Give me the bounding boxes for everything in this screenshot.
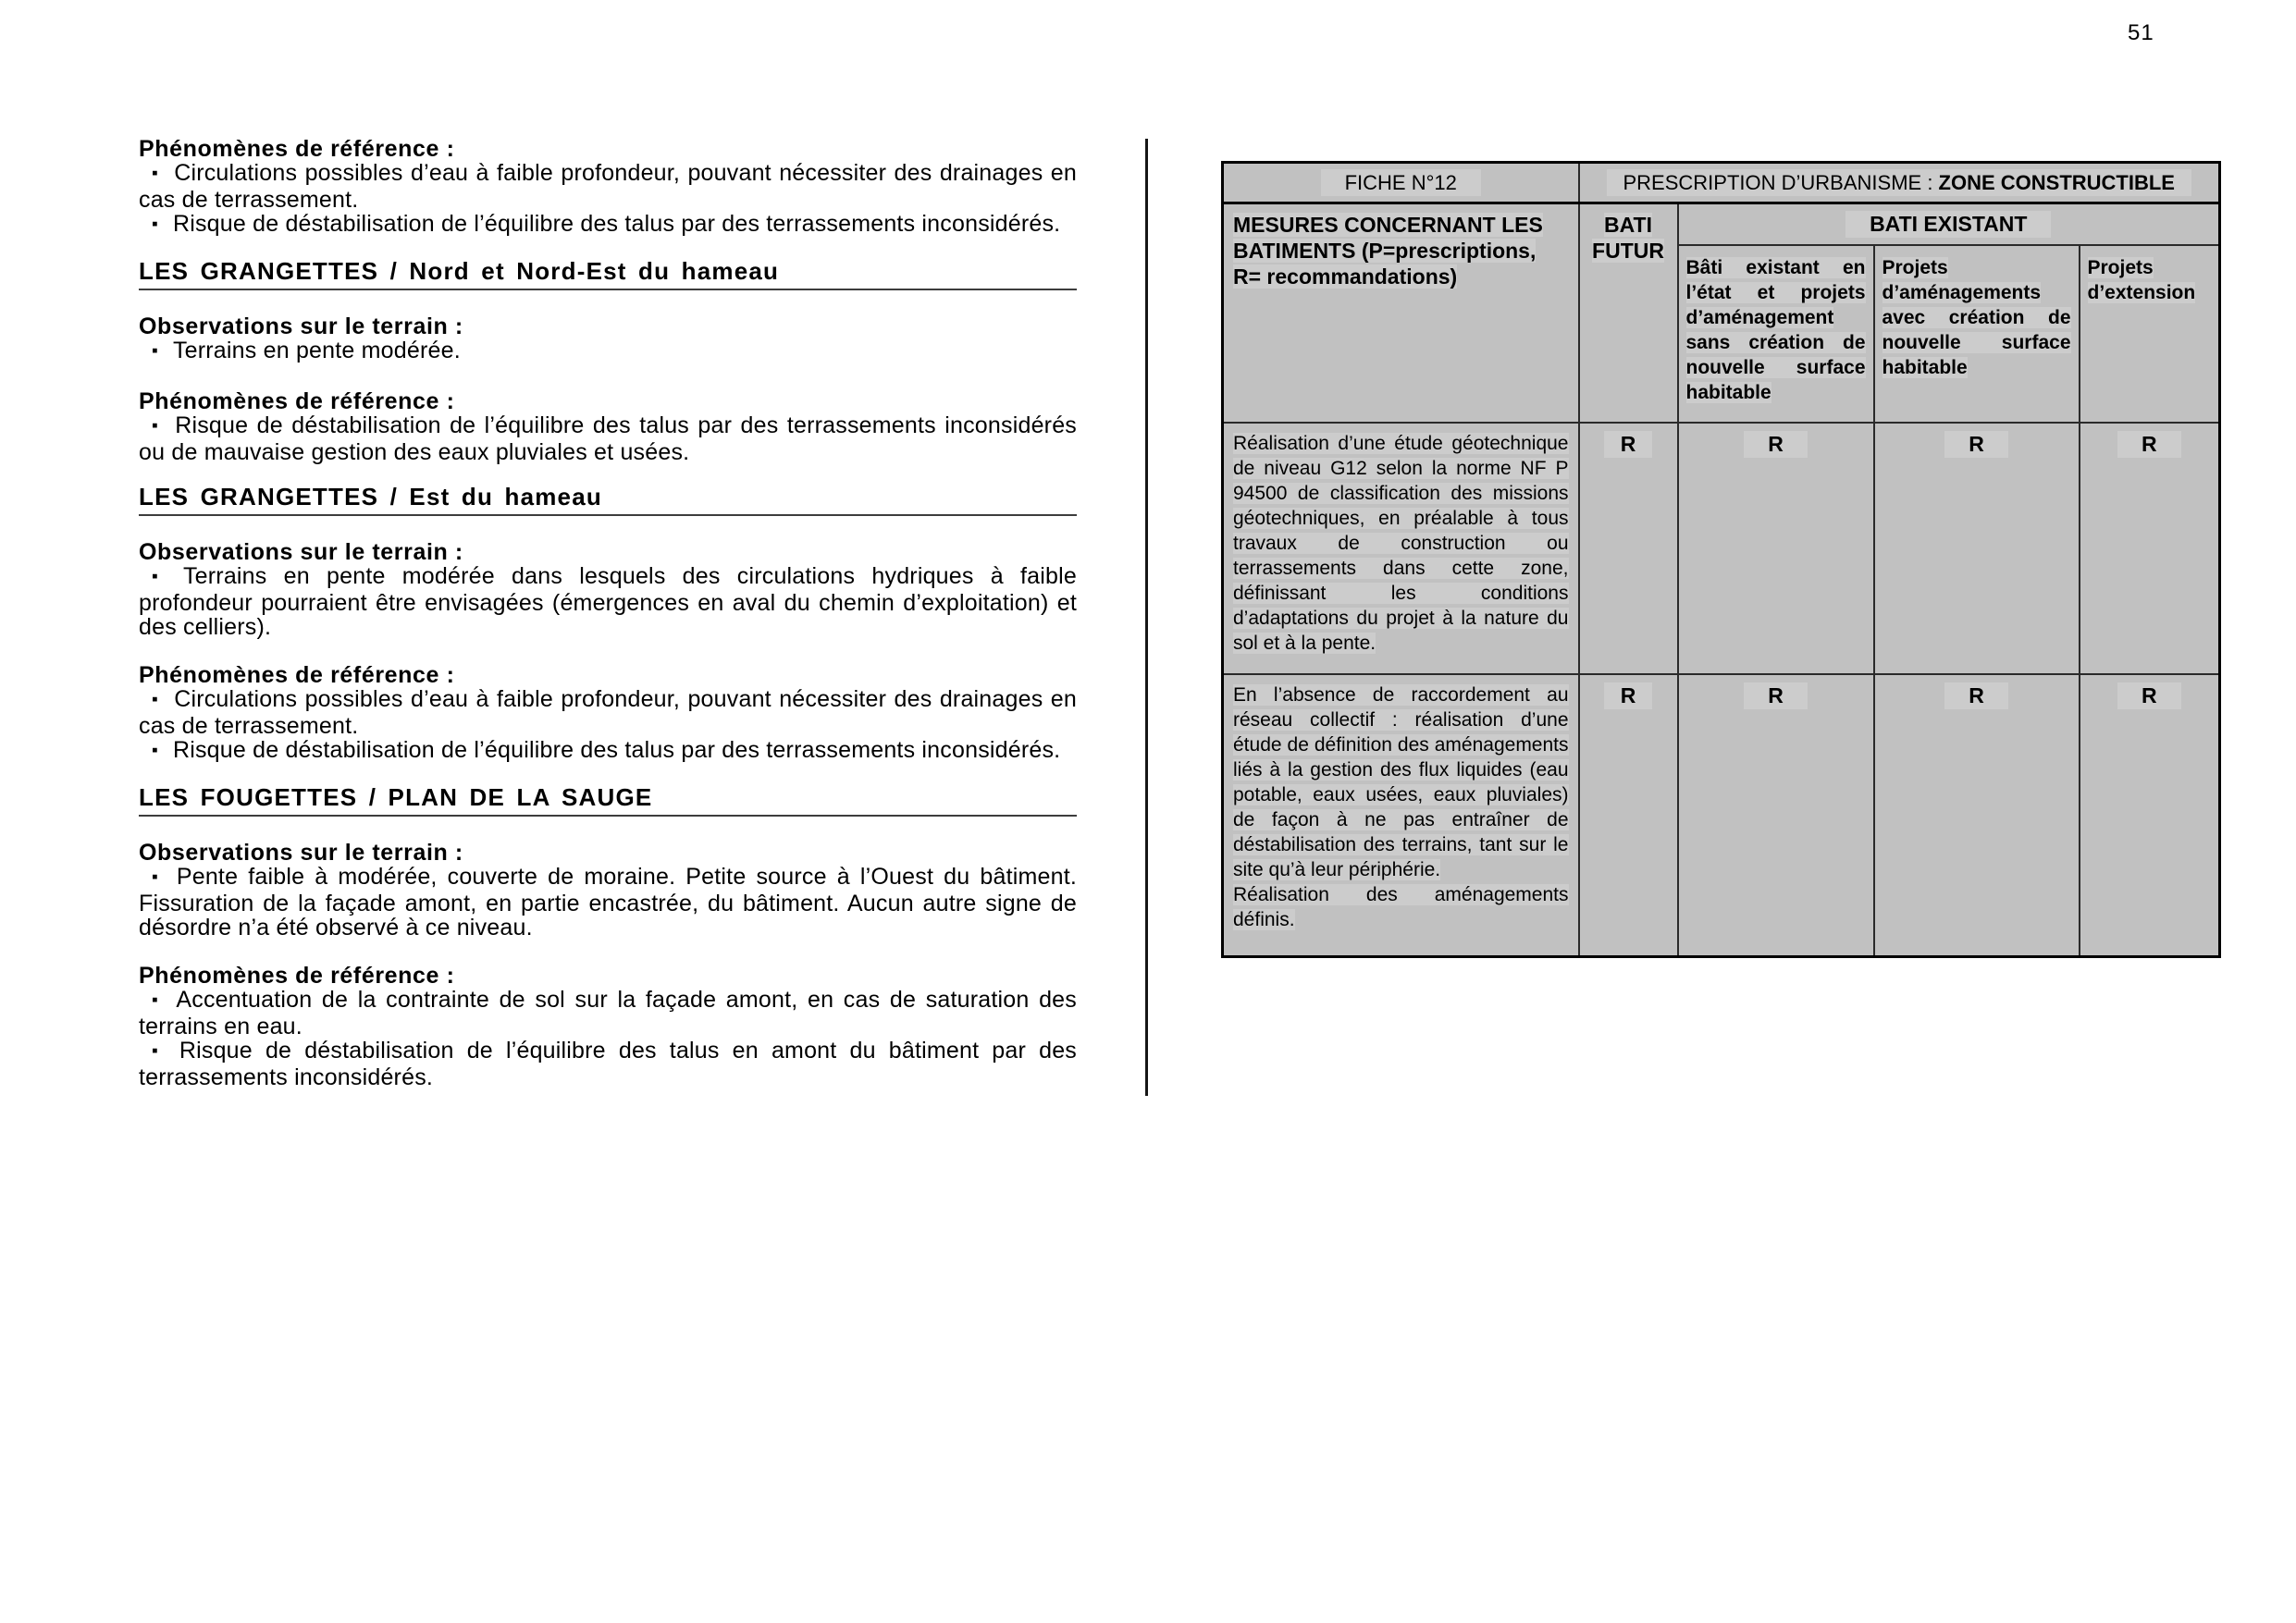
mesure-cell-etude-geotechnique: Réalisation d’une étude géotechnique de niveau G12 selon la norme NF P 94500 de classification des missions géotechniques, en préalable à tous travaux de construction ou terrassements dans cette zone, définissant les conditions d’adaptations du projet à la nature du sol et à la pente. <box>1223 423 1579 674</box>
bullet-text: Risque de déstabilisation de l’équilibre des talus par des terrassements inconsidérés. <box>172 737 1061 763</box>
prescription-prefix: PRESCRIPTION D’URBANISME : <box>1623 171 1939 194</box>
column-divider-rule <box>1145 139 1148 1096</box>
bullet-icon: ▪ <box>152 690 160 709</box>
mesures-header-cell: MESURES CONCERNANT LES BATIMENTS (P=prescriptions, R= recommandations) <box>1223 203 1579 423</box>
bullet-text: Risque de déstabilisation de l’équilibre des talus en amont du bâtiment par des terrassements inconsidérés. <box>139 1038 1077 1090</box>
subcol-projets-extension: Projets d’extension <box>2080 245 2220 423</box>
bullet-icon: ▪ <box>152 1041 165 1061</box>
section-heading-fougettes: LES FOUGETTES / PLAN DE LA SAUGE <box>139 785 1077 817</box>
bullet-item <box>139 564 1077 639</box>
table-header-row <box>1223 203 2220 245</box>
subheading-observations: Observations sur le terrain : <box>139 840 463 866</box>
value-cell: R <box>1678 674 1874 957</box>
subheading-phenomenes: Phénomènes de référence : <box>139 388 455 414</box>
bullet-item <box>139 338 1077 365</box>
value-cell: R <box>1874 674 2080 957</box>
subcol-projets-amenagements: Projets d’aménagements avec création de nouvelle surface habitable <box>1874 245 2080 423</box>
bullet-text: Risque de déstabilisation de l’équilibre des talus par des terrassements inconsidérés. <box>172 211 1061 237</box>
subheading-phenomenes: Phénomènes de référence : <box>139 963 455 989</box>
bullet-text: Accentuation de la contrainte de sol sur la façade amont, en cas de saturation des terrains en eau. <box>139 987 1077 1039</box>
value-cell: R <box>2080 423 2220 674</box>
bullet-icon: ▪ <box>152 867 162 887</box>
prescription-zone: ZONE CONSTRUCTIBLE <box>1938 171 2175 194</box>
prescription-title-cell <box>1579 163 2220 203</box>
prescription-table <box>1221 161 2221 958</box>
bullet-item <box>139 738 1077 765</box>
bullet-icon: ▪ <box>152 990 162 1010</box>
bullet-text: Circulations possibles d’eau à faible profondeur, pouvant nécessiter des drainages en cas de terrassement. <box>139 686 1078 739</box>
section-heading-grangettes-est: LES GRANGETTES / Est du hameau <box>139 485 1077 516</box>
bullet-icon: ▪ <box>152 164 160 183</box>
section-heading-grangettes-nord: LES GRANGETTES / Nord et Nord-Est du hameau <box>139 259 1077 290</box>
bullet-item <box>139 865 1077 940</box>
bullet-item <box>139 161 1077 212</box>
bullet-text: Circulations possibles d’eau à faible profondeur, pouvant nécessiter des drainages en cas de terrassement. <box>139 160 1078 213</box>
table-row <box>1223 674 2220 957</box>
bullet-item <box>139 1039 1077 1089</box>
bullet-item <box>139 687 1077 738</box>
subcol-bati-existant-etat: Bâti existant en l’état et projets d’aménagement sans création de nouvelle surface habitable <box>1678 245 1874 423</box>
bullet-icon: ▪ <box>152 416 161 436</box>
subheading-observations: Observations sur le terrain : <box>139 539 463 565</box>
bullet-item <box>139 212 1077 239</box>
value-cell: R <box>2080 674 2220 957</box>
table-title-row <box>1223 163 2220 203</box>
bati-existant-header-cell: BATI EXISTANT <box>1678 203 2220 245</box>
value-cell: R <box>1678 423 1874 674</box>
bullet-text: Terrains en pente modérée. <box>172 338 461 363</box>
bullet-icon: ▪ <box>152 215 158 234</box>
bullet-item <box>139 988 1077 1039</box>
mesure-cell-raccordement: En l’absence de raccordement au réseau collectif : réalisation d’une étude de définition des aménagements liés à la gestion des flux liquides (eau potable, eaux usées, eaux pluviales) de façon à ne pas entraîner de déstabilisation des terrains, tant sur le site qu’à leur périphérie. Réalisation des aménagements définis. <box>1223 674 1579 957</box>
page-number: 51 <box>2128 20 2154 45</box>
table-row <box>1223 423 2220 674</box>
bullet-icon: ▪ <box>152 741 158 760</box>
value-cell: R <box>1579 674 1678 957</box>
subheading-phenomenes: Phénomènes de référence : <box>139 662 455 688</box>
bullet-text: Pente faible à modérée, couverte de moraine. Petite source à l’Ouest du bâtiment. Fissuration de la façade amont, en partie encastrée, du bâtiment. Aucun autre signe de désordre n’a été observé à ce niveau. <box>139 864 1078 941</box>
value-cell: R <box>1579 423 1678 674</box>
bullet-icon: ▪ <box>152 341 158 361</box>
bullet-text: Terrains en pente modérée dans lesquels des circulations hydriques à faible profondeur pourraient être envisagées (émergences en aval du chemin d’exploitation) et des celliers). <box>139 563 1077 640</box>
bullet-text: Risque de déstabilisation de l’équilibre des talus par des terrassements inconsidérés ou de mauvaise gestion des eaux pluviales et usées. <box>139 412 1078 465</box>
subheading-phenomenes: Phénomènes de référence : <box>139 136 455 162</box>
bullet-icon: ▪ <box>152 567 168 586</box>
left-text-column <box>139 137 1077 1089</box>
fiche-number: FICHE N°12 <box>1321 169 1481 196</box>
subheading-observations: Observations sur le terrain : <box>139 314 463 339</box>
value-cell: R <box>1874 423 2080 674</box>
bati-futur-header-cell: BATI FUTUR <box>1579 203 1678 423</box>
bullet-item <box>139 413 1077 464</box>
fiche-number-cell <box>1223 163 1579 203</box>
